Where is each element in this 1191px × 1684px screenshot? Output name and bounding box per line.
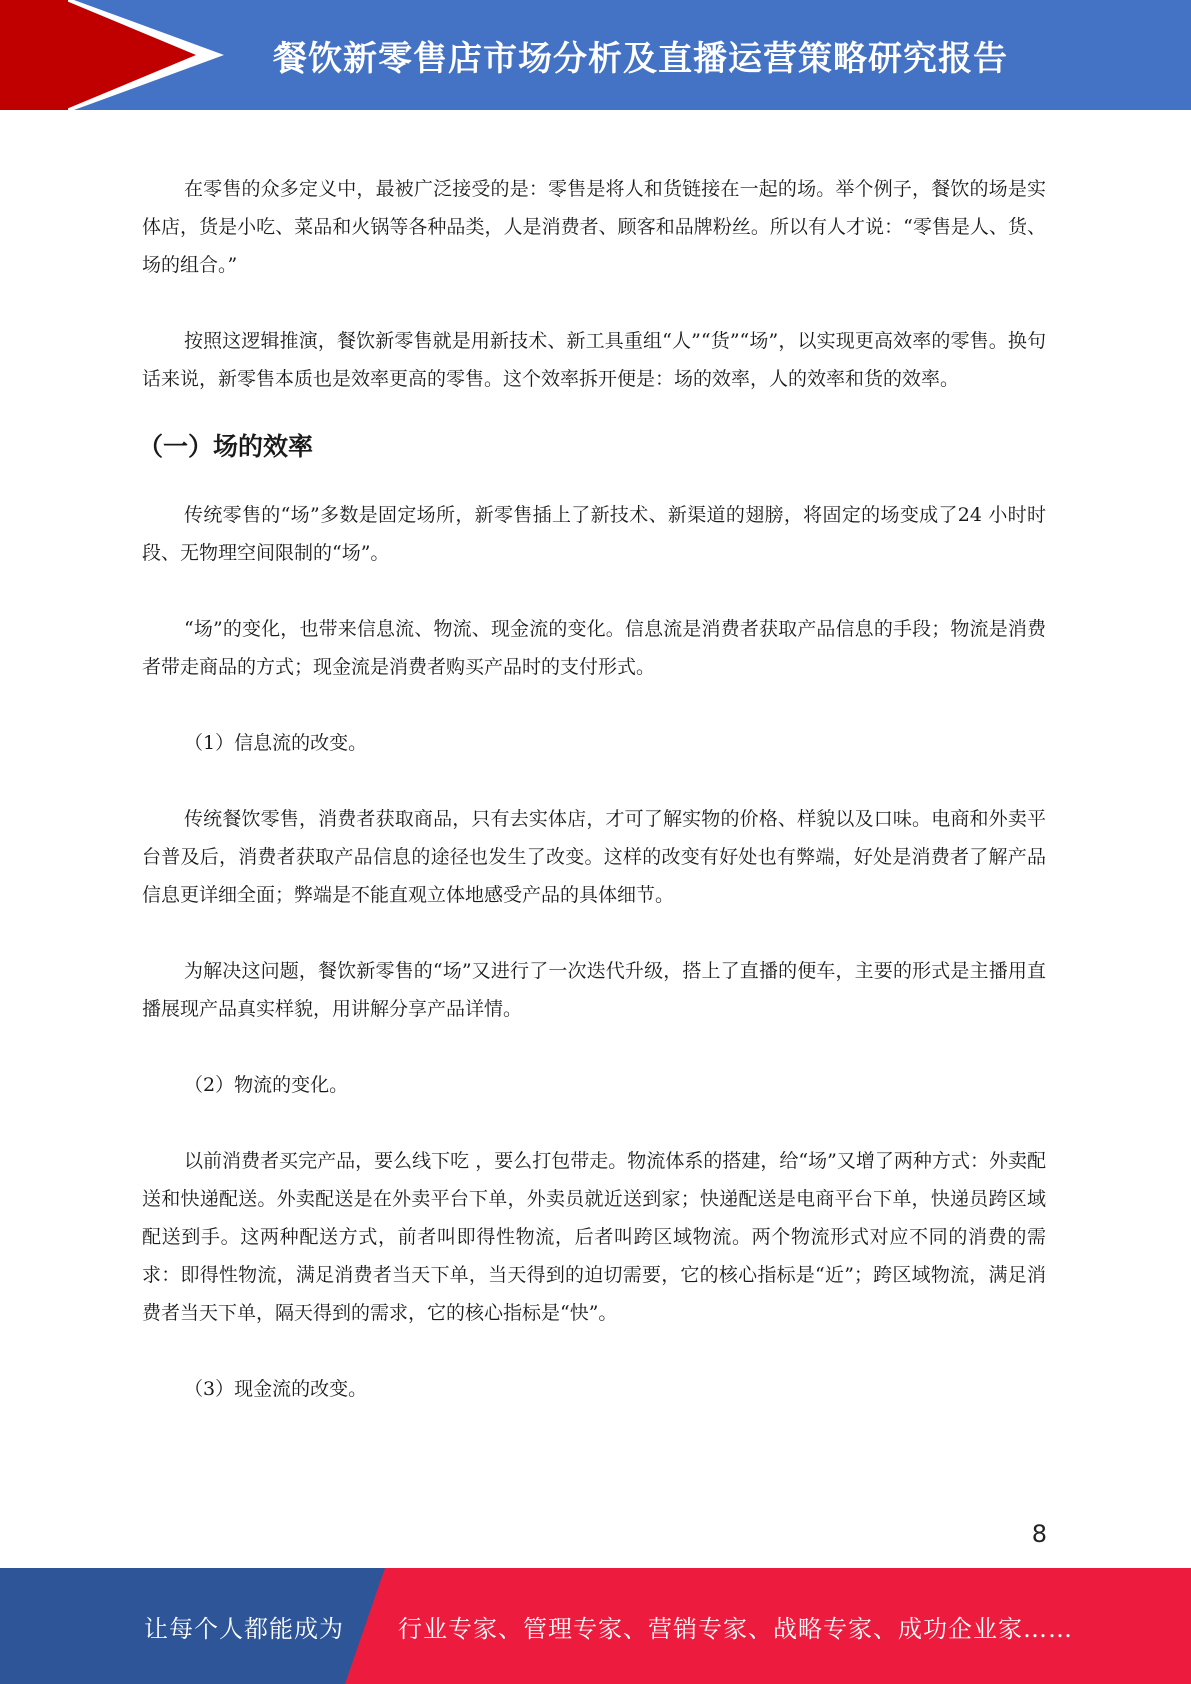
- footer-slogan-left: 让每个人都能成为: [144, 1614, 344, 1643]
- footer-banner: [0, 1568, 1191, 1684]
- paragraph-retail-definition: 在零售的众多定义中，最被广泛接受的是：零售是将人和货链接在一起的场。举个例子，餐饮的场是实体店，货是小吃、菜品和火锅等各种品类，人是消费者、顾客和品牌粉丝。所以有人才说：“零售是人、货、场的组合。”: [142, 178, 1046, 276]
- chevron-red-shape: [0, 0, 68, 110]
- footer-slogan-right: 行业专家、管理专家、营销专家、战略专家、成功企业家……: [398, 1614, 1073, 1643]
- paragraph-traditional-venue: 传统零售的“场”多数是固定场所，新零售插上了新技术、新渠道的翅膀，将固定的场变成了24 小时时段、无物理空间限制的“场”。: [142, 504, 1046, 564]
- header-banner: [0, 0, 1191, 110]
- paragraph-flows: “场”的变化，也带来信息流、物流、现金流的变化。信息流是消费者获取产品信息的手段；物流是消费者带走商品的方式；现金流是消费者购买产品时的支付形式。: [142, 618, 1046, 678]
- paragraph-delivery: 以前消费者买完产品，要么线下吃 ，要么打包带走。物流体系的搭建，给“场”又增了两种方式：外卖配送和快递配送。外卖配送是在外卖平台下单，外卖员就近送到家；快递配送是电商平台下单，快递员跨区域配送到手。这两种配送方式，前者叫即得性物流，后者叫跨区域物流。两个物流形式对应不同的消费的需求：即得性物流，满足消费者当天下单，当天得到的迫切需要，它的核心指标是“近”；跨区域物流，满足消费者当天下单，隔天得到的需求，它的核心指标是“快”。: [142, 1150, 1046, 1324]
- footer-blue-slant: [345, 1568, 385, 1684]
- list-item-cash-flow: （3）现金流的改变。: [184, 1378, 368, 1400]
- list-item-logistics: （2）物流的变化。: [184, 1074, 349, 1096]
- document-body: [138, 170, 1046, 1408]
- section-heading: （一）场的效率: [138, 432, 314, 461]
- paragraph-livestream: 为解决这问题，餐饮新零售的“场”又进行了一次迭代升级，搭上了直播的便车，主要的形式是主播用直播展现产品真实样貌，用讲解分享产品详情。: [142, 960, 1046, 1020]
- list-item-information-flow: （1）信息流的改变。: [184, 732, 368, 754]
- page-number: 8: [1031, 1520, 1047, 1548]
- paragraph-efficiency: 按照这逻辑推演，餐饮新零售就是用新技术、新工具重组“人”“货”“场”，以实现更高效率的零售。换句话来说，新零售本质也是效率更高的零售。这个效率拆开便是：场的效率，人的效率和货的效率。: [142, 330, 1046, 390]
- report-title: 餐饮新零售店市场分析及直播运营策略研究报告: [273, 38, 1008, 79]
- paragraph-traditional-dining: 传统餐饮零售，消费者获取商品，只有去实体店，才可了解实物的价格、样貌以及口味。电商和外卖平台普及后，消费者获取产品信息的途径也发生了改变。这样的改变有好处也有弊端，好处是消费者了解产品信息更详细全面；弊端是不能直观立体地感受产品的具体细节。: [142, 808, 1046, 906]
